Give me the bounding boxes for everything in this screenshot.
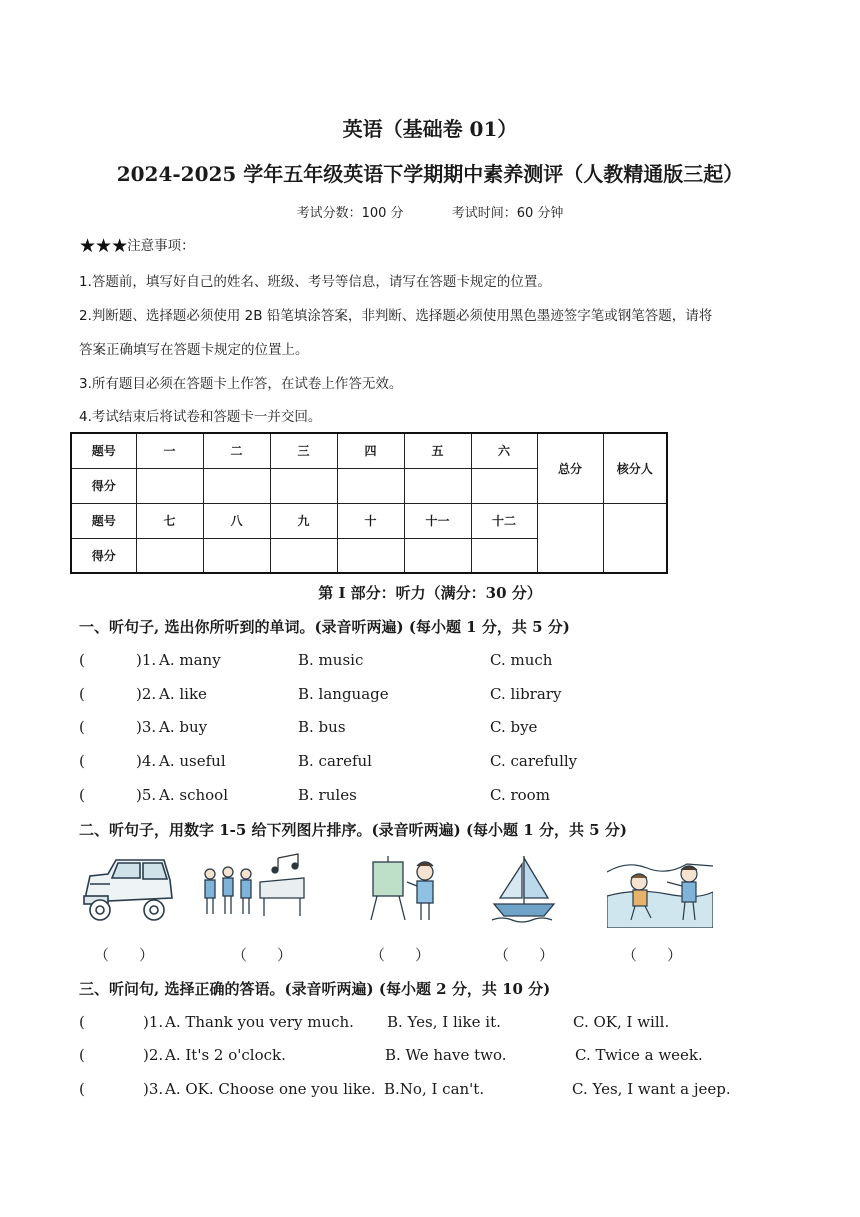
option-c: C. OK, I will.	[573, 1013, 670, 1031]
question-number: 四	[337, 433, 404, 468]
question-number: 三	[270, 433, 337, 468]
option-b: B. Yes, I like it.	[387, 1013, 501, 1031]
reviewer-header: 核分人	[603, 433, 667, 503]
notice-heading	[79, 234, 195, 257]
question-number: 十	[337, 503, 404, 538]
row-label-score: 得分	[71, 538, 136, 573]
row-label-number: 题号	[71, 503, 136, 538]
question-number: 十二	[471, 503, 537, 538]
option-b: B.No, I can't.	[384, 1080, 485, 1098]
score-table	[70, 432, 668, 574]
section-1-title: 一、听句子, 选出你所听到的单词。(录音听两遍) (每小题 1 分，共 5 分)	[79, 618, 570, 636]
question-number: 五	[404, 433, 471, 468]
jeep-picture	[80, 852, 175, 924]
time-limit-label: 考试时间：60 分钟	[451, 206, 564, 221]
answer-blank[interactable]: （ ）	[370, 946, 431, 964]
option-c: C. bye	[490, 718, 538, 736]
option-a: A. It's 2 o'clock.	[165, 1046, 286, 1064]
score-cell	[203, 538, 270, 573]
score-cell	[136, 538, 203, 573]
score-cell	[270, 468, 337, 503]
score-cell	[270, 538, 337, 573]
question-number: 九	[270, 503, 337, 538]
score-cell	[404, 538, 471, 573]
option-b: B. We have two.	[385, 1046, 507, 1064]
picture-strip	[80, 852, 720, 932]
notice-item-1: 1.答题前，填写好自己的姓名、班级、考号等信息，请写在答题卡规定的位置。	[79, 274, 551, 290]
star-icon: ★★★	[79, 235, 128, 257]
section-2-title: 二、听句子，用数字 1-5 给下列图片排序。(录音听两遍) (每小题 1 分，共 5 分)	[79, 821, 627, 839]
score-cell	[203, 468, 270, 503]
answer-blank[interactable]: （ ）	[94, 946, 155, 964]
option-c: C. carefully	[490, 752, 578, 770]
score-cell	[337, 468, 404, 503]
option-b: B. careful	[298, 752, 372, 770]
notice-heading-text: 注意事项：	[127, 238, 195, 254]
option-b: B. music	[298, 651, 364, 669]
total-score-label: 考试分数：100 分	[296, 206, 404, 221]
exam-title: 英语（基础卷 01）	[342, 117, 518, 141]
question-number: 十一	[404, 503, 471, 538]
option-a: A. school	[159, 786, 228, 804]
score-cell	[471, 538, 537, 573]
total-score-cell	[537, 503, 603, 573]
total-score-header: 总分	[537, 433, 603, 503]
question-number: 一	[136, 433, 203, 468]
option-c: C. Yes, I want a jeep.	[572, 1080, 731, 1098]
exam-subtitle: 2024-2025 学年五年级英语下学期期中素养测评（人教精通版三起）	[116, 162, 744, 186]
option-a: A. useful	[159, 752, 226, 770]
question-number: 二	[203, 433, 270, 468]
score-cell	[337, 538, 404, 573]
answer-blank[interactable]: （ ）	[622, 946, 683, 964]
score-cell	[471, 468, 537, 503]
reviewer-cell	[603, 503, 667, 573]
question-number: 八	[203, 503, 270, 538]
option-c: C. Twice a week.	[575, 1046, 703, 1064]
score-cell	[404, 468, 471, 503]
notice-item-2: 2.判断题、选择题必须使用 2B 铅笔填涂答案，非判断、选择题必须使用黑色墨迹签字笔或钢笔答题，请将	[79, 308, 713, 324]
option-a: A. like	[159, 685, 207, 703]
answer-blank[interactable]: （ ）	[232, 946, 293, 964]
question-number: 七	[136, 503, 203, 538]
option-a: A. many	[159, 651, 221, 669]
option-c: C. room	[490, 786, 550, 804]
score-cell	[136, 468, 203, 503]
option-a: A. buy	[159, 718, 208, 736]
question-number: 六	[471, 433, 537, 468]
notice-item-2-cont: 答案正确填写在答题卡规定的位置上。	[79, 342, 309, 358]
answer-blank[interactable]: （ ）	[494, 946, 555, 964]
row-label-number: 题号	[71, 433, 136, 468]
notice-item-4: 4.考试结束后将试卷和答题卡一并交回。	[79, 409, 322, 425]
option-b: B. rules	[298, 786, 357, 804]
exam-meta	[0, 202, 860, 221]
notice-item-3: 3.所有题目必须在答题卡上作答，在试卷上作答无效。	[79, 376, 403, 392]
section-3-title: 三、听问句, 选择正确的答语。(录音听两遍) (每小题 2 分，共 10 分)	[79, 980, 551, 998]
painting-picture	[367, 852, 447, 924]
sailboat-picture	[490, 852, 560, 924]
option-b: B. language	[298, 685, 389, 703]
option-c: C. much	[490, 651, 553, 669]
option-b: B. bus	[298, 718, 346, 736]
row-label-score: 得分	[71, 468, 136, 503]
option-a: A. OK. Choose one you like.	[165, 1080, 376, 1098]
part-title: 第 I 部分：听力（满分：30 分）	[318, 584, 542, 602]
children-river-picture	[607, 852, 713, 928]
option-a: A. Thank you very much.	[165, 1013, 354, 1031]
music-class-picture	[198, 852, 308, 924]
option-c: C. library	[490, 685, 562, 703]
